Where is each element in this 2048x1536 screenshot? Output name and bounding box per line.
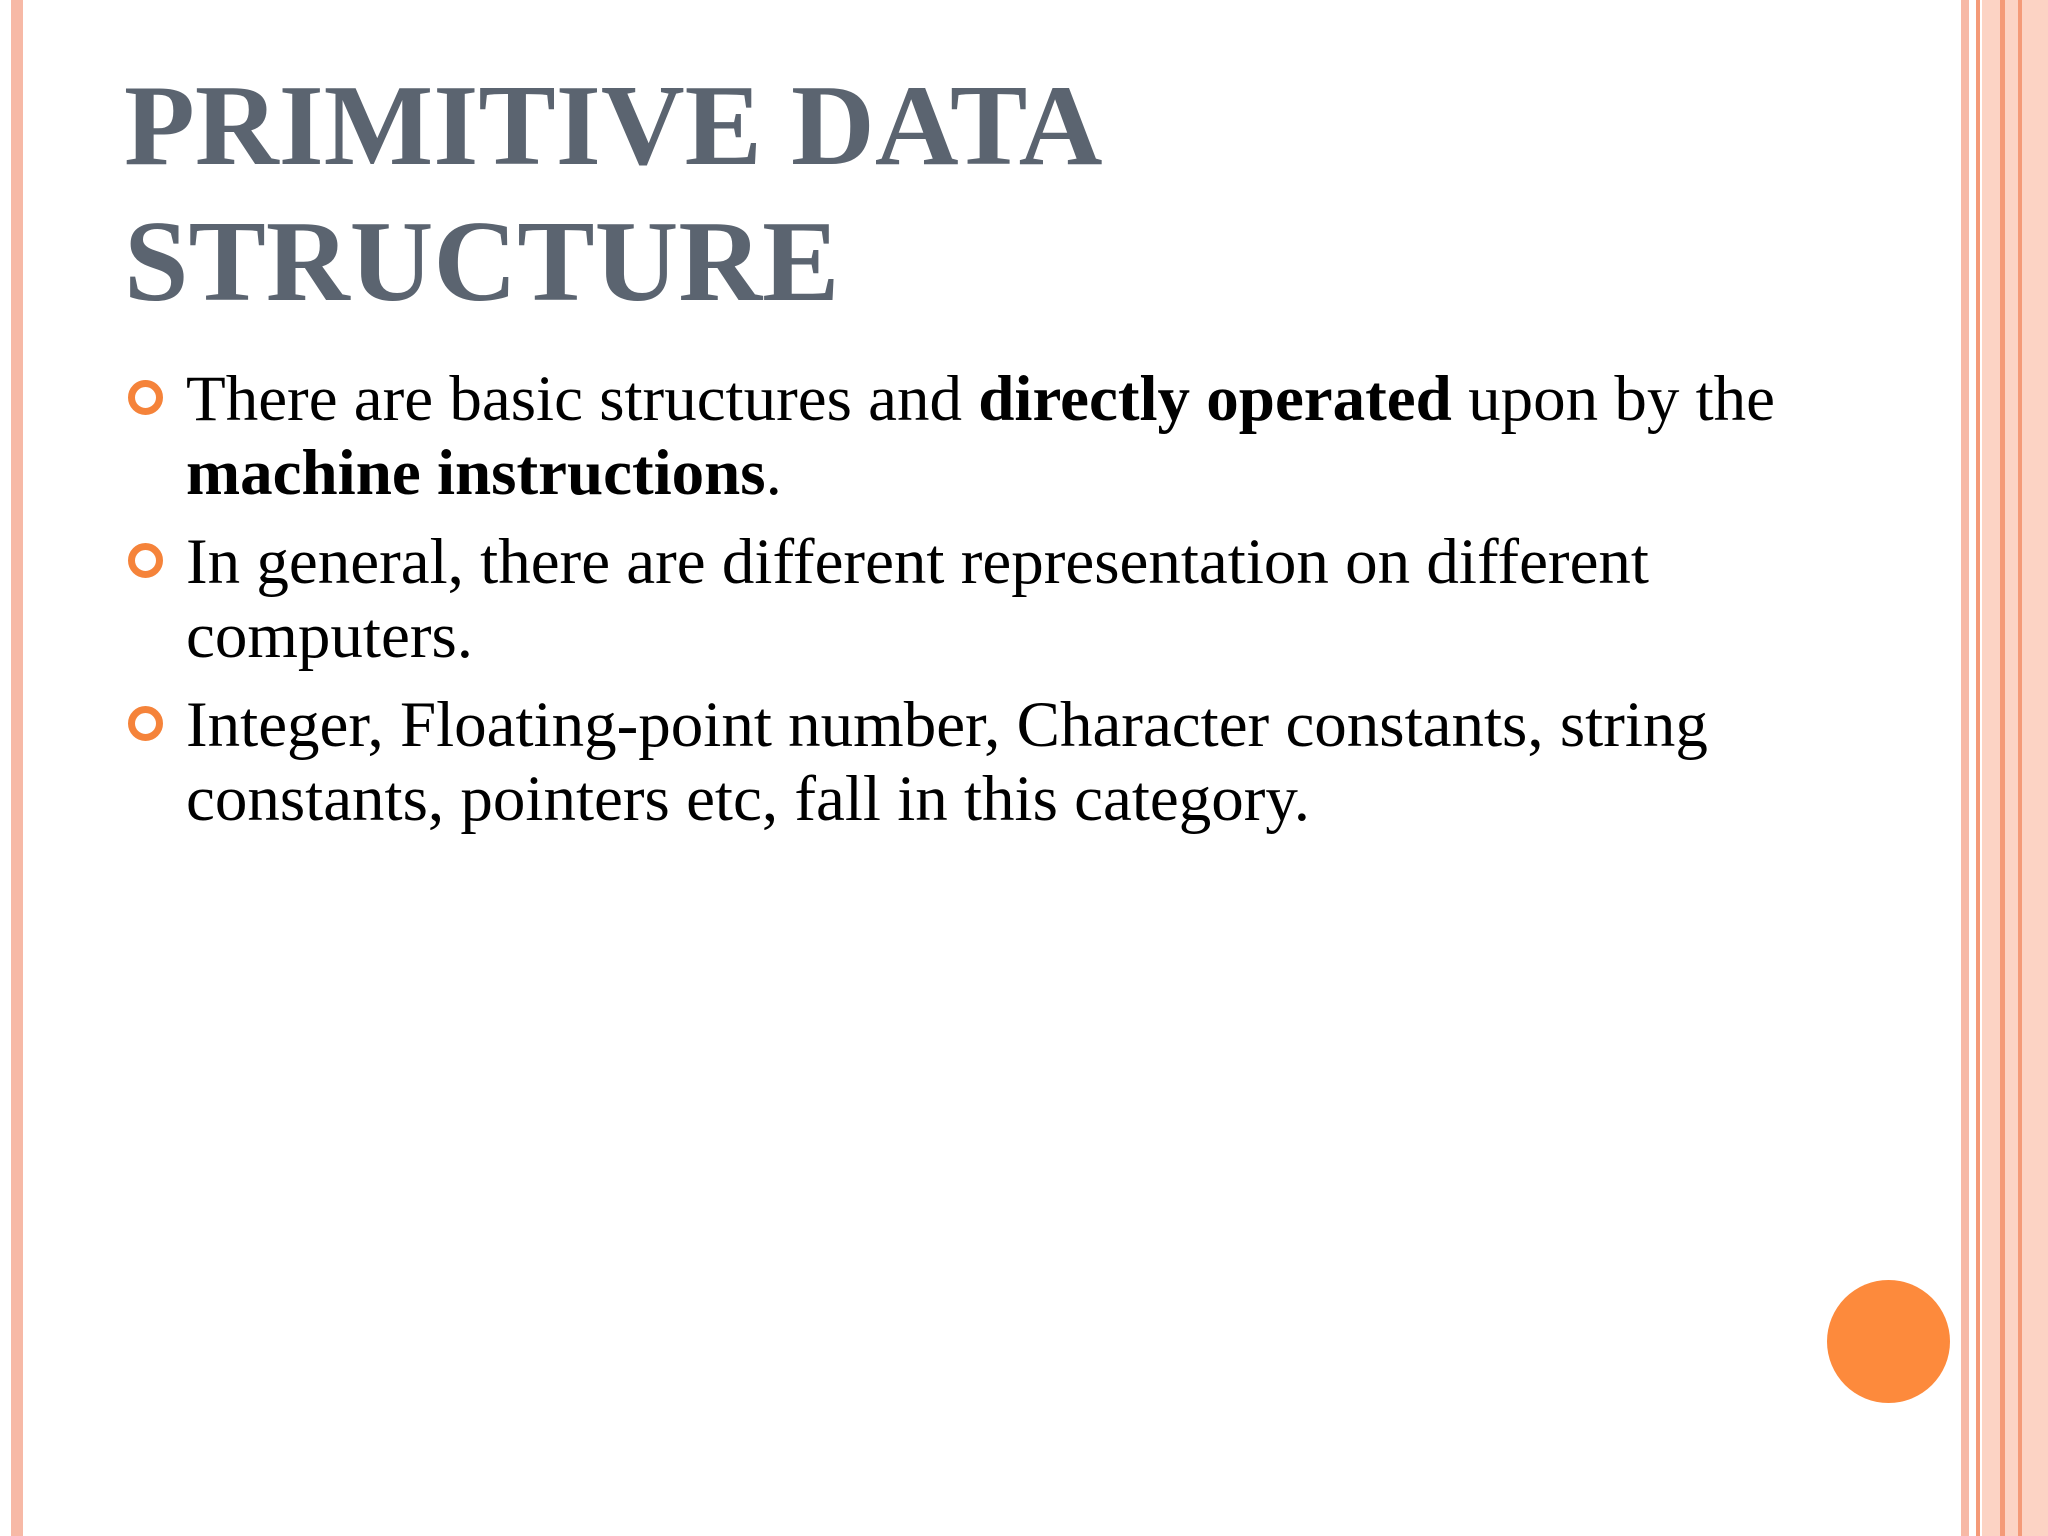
bullet-text-run: upon by the	[1451, 363, 1775, 435]
right-border-line	[2000, 0, 2005, 1536]
decorative-circle-icon	[1827, 1280, 1950, 1403]
bullet-text-bold: directly operated	[978, 363, 1452, 435]
right-border-stripe-thin	[1976, 0, 1980, 1536]
bullet-text	[186, 526, 1649, 672]
bullet-text-run: .	[765, 437, 782, 509]
slide-title	[124, 58, 1424, 330]
bullet-item	[124, 525, 1784, 673]
bullet-text-run: In general, there are different representation on different computers.	[186, 526, 1649, 672]
left-border-stripe	[11, 0, 23, 1536]
bullet-ring-icon	[128, 543, 163, 578]
bullet-ring-icon	[128, 706, 163, 741]
bullet-item	[124, 688, 1784, 836]
bullet-text-run: There are basic structures and	[186, 363, 979, 435]
slide-title-line: PRIMITIVE DATA	[124, 62, 1103, 190]
bullet-text	[186, 363, 1775, 509]
bullet-ring-icon	[128, 380, 163, 415]
bullet-item	[124, 362, 1784, 510]
right-border-band	[1982, 0, 2048, 1536]
bullet-text-bold: machine instructions	[186, 437, 766, 509]
right-border-stripe	[1961, 0, 1969, 1536]
bullet-text-run: Integer, Floating-point number, Character constants, string constants, pointers etc, fall in this category.	[186, 689, 1708, 835]
right-border-line	[2018, 0, 2022, 1536]
slide-title-line: STRUCTURE	[124, 198, 840, 326]
bullet-text	[186, 689, 1708, 835]
bullet-list	[124, 362, 1784, 851]
